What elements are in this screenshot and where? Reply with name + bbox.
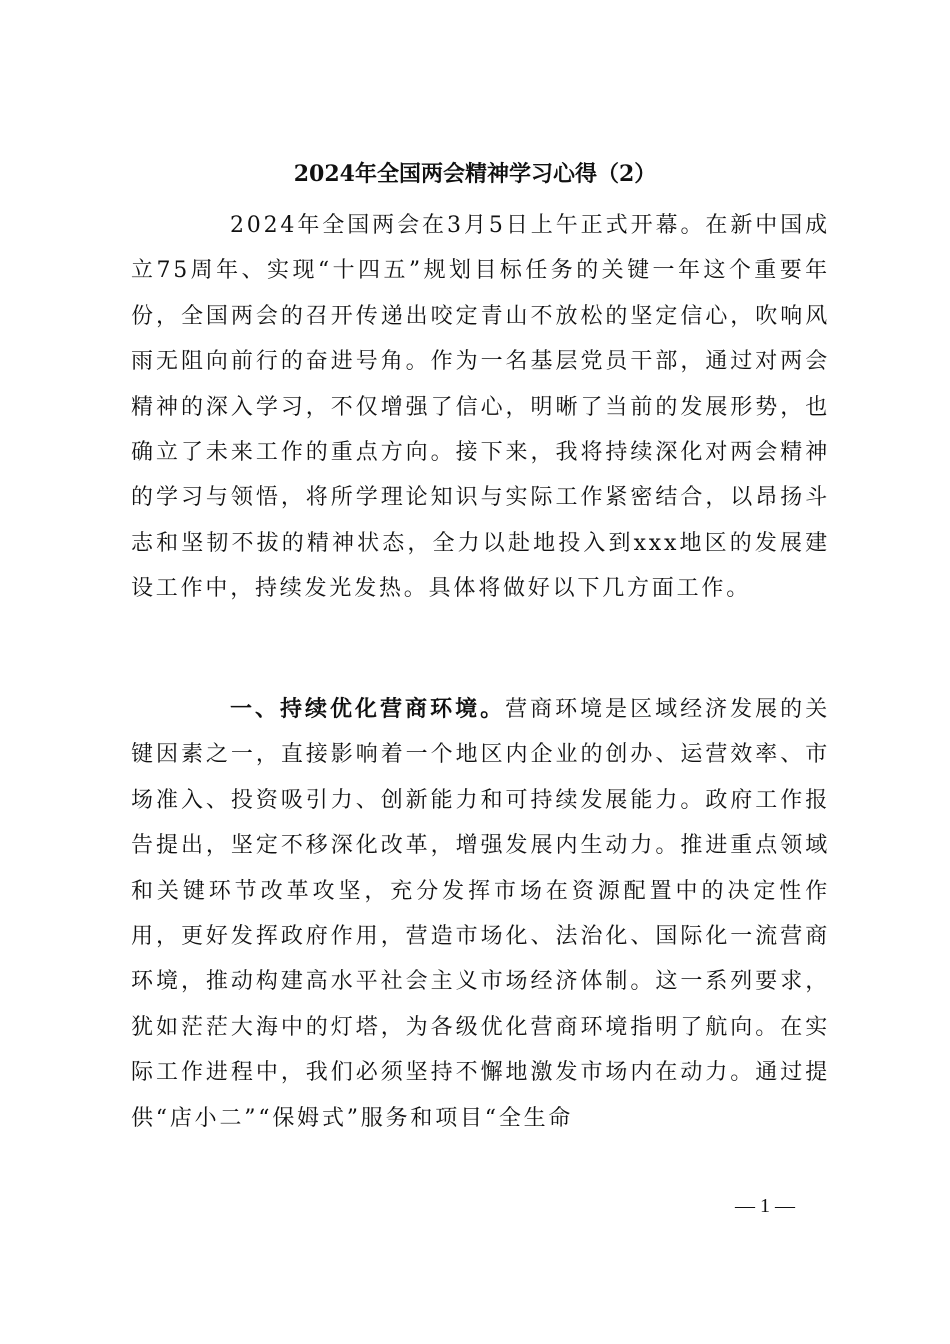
section-one-heading: 一、持续优化营商环境。	[230, 696, 506, 722]
document-title: 2024年全国两会精神学习心得（2）	[293, 161, 657, 187]
paragraph-section-one-text: 营商环境是区域经济发展的关键因素之一，直接影响着一个地区内企业的创办、运营效率、市场准入、投资吸引力、创新能力和可持续发展能力。政府工作报告提出，坚定不移深化改革，增强发展内生动力。推进重点领域和关键环节改革攻坚，充分发挥市场在资源配置中的决定性作用，更好发挥政府作用，营造市场化、法治化、国际化一流营商环境，推动构建高水平社会主义市场经济体制。这一系列要求，犹如茫茫大海中的灯塔，为各级优化营商环境指明了航向。在实际工作进程中，我们必须坚持不懈地激发市场内在动力。通过提供“店小二”“保姆式”服务和项目“全生命	[131, 697, 830, 1131]
paragraph-section-one	[131, 687, 830, 1141]
paragraph-intro	[131, 203, 830, 612]
page-number: — 1 —	[735, 1195, 795, 1217]
paragraph-intro-text: 2024年全国两会在3月5日上午正式开幕。在新中国成立75周年、实现“十四五”规划目标任务的关键一年这个重要年份，全国两会的召开传递出咬定青山不放松的坚定信心，吹响风雨无阻向前行的奋进号角。作为一名基层党员干部，通过对两会精神的深入学习，不仅增强了信心，明晰了当前的发展形势，也确立了未来工作的重点方向。接下来，我将持续深化对两会精神的学习与领悟，将所学理论知识与实际工作紧密结合，以昂扬斗志和坚韧不拔的精神状态，全力以赴地投入到xxx地区的发展建设工作中，持续发光发热。具体将做好以下几方面工作。	[131, 213, 830, 602]
